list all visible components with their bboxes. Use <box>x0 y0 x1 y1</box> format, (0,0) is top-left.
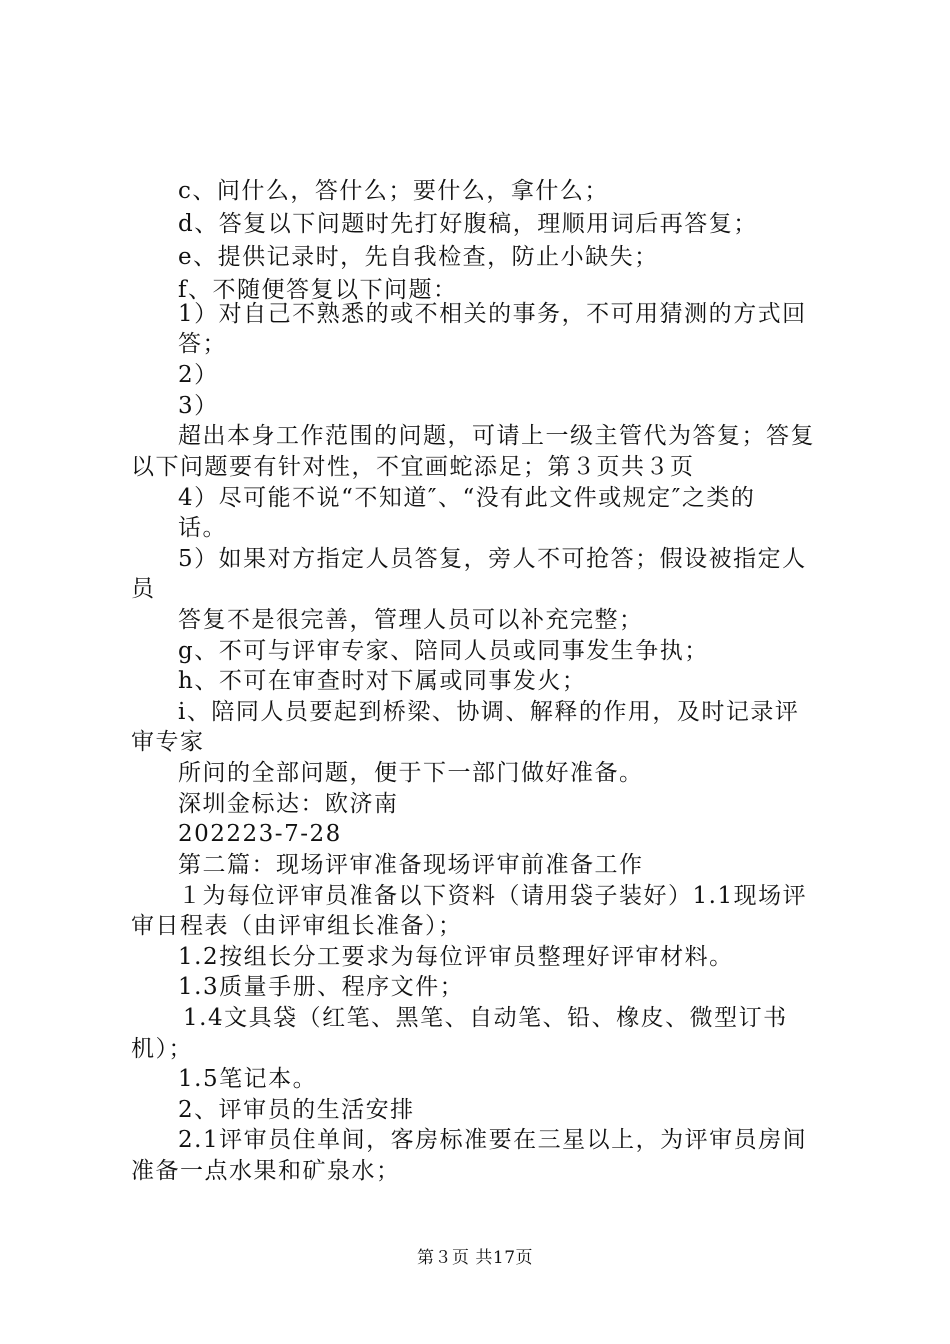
text-line: 深圳金标达：欧济南 <box>178 791 399 817</box>
text-line: 审专家 <box>131 729 205 755</box>
text-line: 2） <box>178 362 219 388</box>
text-line: 3） <box>178 393 219 419</box>
text-line: 审日程表（由评审组长准备）； <box>131 913 463 939</box>
text-line: 第二篇：现场评审准备现场评审前准备工作 <box>178 852 644 878</box>
text-line: 1.3质量手册、程序文件； <box>178 974 465 1000</box>
text-line: 4）尽可能不说“不知道″、“没有此文件或规定″之类的 <box>178 485 756 511</box>
text-line: 1）对自己不熟悉的或不相关的事务，不可用猜测的方式回 <box>178 301 807 327</box>
text-line: g、不可与评审专家、陪同人员或同事发生争执； <box>178 638 709 664</box>
text-line: 2.1评审员住单间，客房标准要在三星以上，为评审员房间 <box>178 1127 808 1153</box>
text-line: 5）如果对方指定人员答复，旁人不可抢答；假设被指定人 <box>178 546 807 572</box>
text-line: 所问的全部问题，便于下一部门做好准备。 <box>178 760 644 786</box>
text-line: 准备一点水果和矿泉水； <box>131 1158 401 1184</box>
text-line: 1.5笔记本。 <box>178 1066 318 1092</box>
text-line: c、问什么，答什么；要什么，拿什么； <box>178 178 609 204</box>
text-line: 答复不是很完善，管理人员可以补充完整； <box>178 607 644 633</box>
text-line: 2、评审员的生活安排 <box>178 1097 415 1123</box>
text-line: e、提供记录时，先自我检查，防止小缺失； <box>178 244 659 270</box>
text-line: 话。 <box>178 515 227 541</box>
text-line: 员 <box>131 576 156 602</box>
text-line: １为每位评审员准备以下资料（请用袋子装好）1.1现场评 <box>178 883 808 909</box>
text-line: 1.2按组长分工要求为每位评审员整理好评审材料。 <box>178 944 734 970</box>
text-line: f、不随便答复以下问题： <box>178 277 458 303</box>
text-line: i、陪同人员要起到桥梁、协调、解释的作用，及时记录评 <box>178 699 800 725</box>
text-line: 答； <box>178 331 227 357</box>
text-line: d、答复以下问题时先打好腹稿，理顺用词后再答复； <box>178 211 758 237</box>
text-line: h、不可在审查时对下属或同事发火； <box>178 668 587 694</box>
page-footer: 第３页 共17页 <box>416 1248 534 1268</box>
text-line: 机）； <box>131 1036 193 1062</box>
text-line: 以下问题要有针对性，不宜画蛇添足；第３页共３页 <box>131 454 695 480</box>
text-line: 1.4文具袋（红笔、黑笔、自动笔、铅、橡皮、微型订书 <box>183 1005 788 1031</box>
text-line: 超出本身工作范围的问题，可请上一级主管代为答复；答复 <box>178 423 815 449</box>
text-line: 202223-7-28 <box>178 821 342 847</box>
